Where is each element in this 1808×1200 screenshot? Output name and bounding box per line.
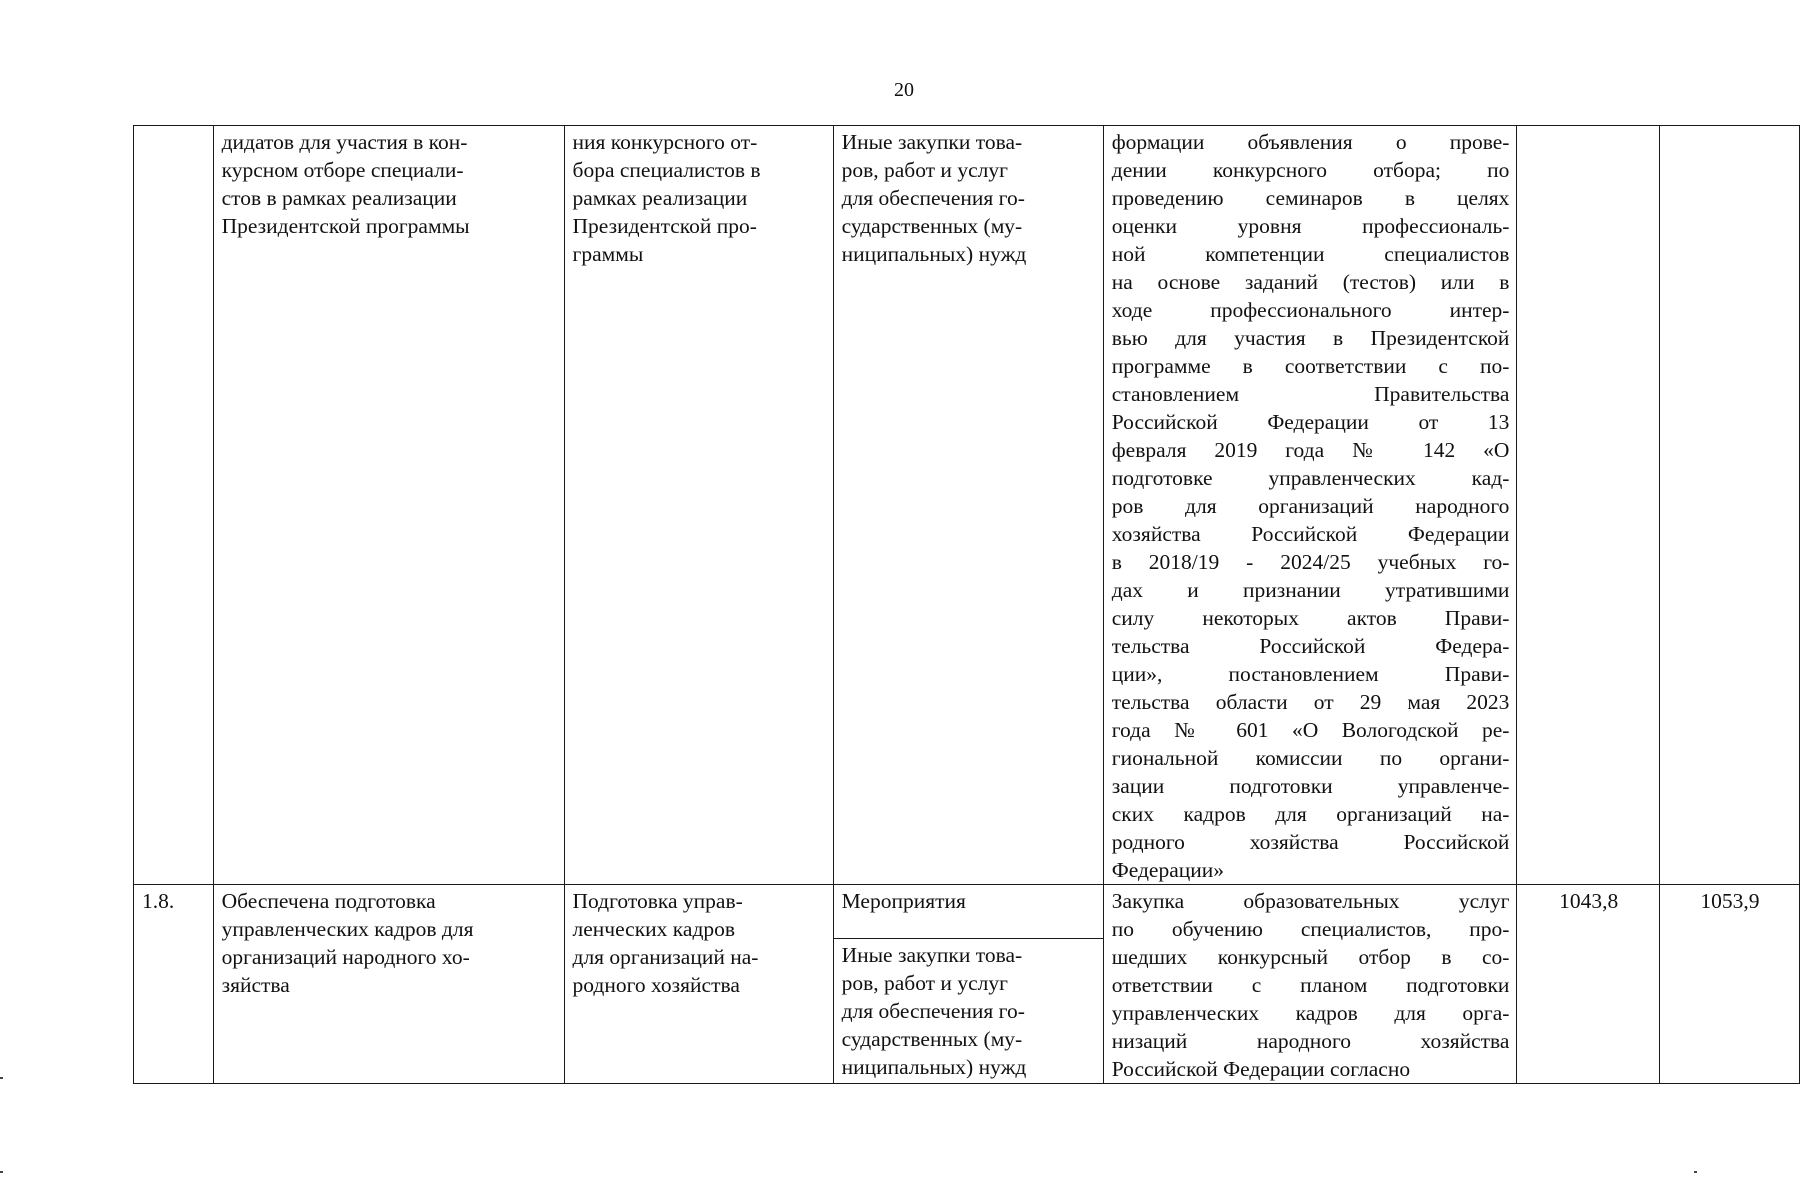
text-line: тельства Российской Федера-: [1111, 634, 1510, 658]
value-year-2: [1659, 126, 1799, 885]
text-line: Подготовка управ-: [572, 889, 743, 913]
text-line: дении конкурсного отбора; по: [1111, 158, 1510, 182]
text-line: Российской Федерации от 13: [1111, 410, 1510, 434]
text-line: ров, работ и услуг: [841, 971, 1008, 995]
scan-edge-mark: [0, 1077, 3, 1079]
text-line: шедших конкурсный отбор в со-: [1111, 945, 1510, 969]
text-line: Закупка образовательных услуг: [1111, 889, 1510, 913]
result-cell: [213, 885, 564, 1084]
text-line: ния конкурсного от-: [572, 130, 758, 154]
text-line: тельства области от 29 мая 2023: [1111, 690, 1510, 714]
text-line: зяйства: [221, 973, 290, 997]
expense-type-cell: [833, 126, 1103, 885]
text-line: для организаций на-: [572, 945, 759, 969]
text-line: организаций народного хо-: [221, 945, 470, 969]
text-line: ниципальных) нужд: [841, 1055, 1027, 1079]
text-line: года № 601 «О Вологодской ре-: [1111, 718, 1510, 742]
text-line: ров для организаций народного: [1111, 494, 1510, 518]
text-line: управленческих кадров для орга-: [1111, 1001, 1510, 1025]
text-line: Федерации»: [1111, 858, 1225, 882]
text-line: вью для участия в Президентской: [1111, 326, 1510, 350]
text-line: рамках реализации: [572, 186, 748, 210]
text-line: ответствии с планом подготовки: [1111, 973, 1510, 997]
scan-edge-mark: [0, 1171, 3, 1173]
text-line: дах и признании утратившими: [1111, 578, 1510, 602]
expense-type-cell: [833, 885, 1103, 1084]
text-line: оценки уровня профессиональ-: [1111, 214, 1510, 238]
value-year-1: [1517, 126, 1659, 885]
expense-category: [834, 885, 1103, 939]
text-line: на основе заданий (тестов) или в: [1111, 270, 1510, 294]
text-line: Президентской программы: [221, 214, 470, 238]
row-number: [134, 126, 214, 885]
value-year-2: 1053,9: [1659, 885, 1799, 1084]
text-line: Иные закупки това-: [841, 943, 1023, 967]
value-year-1: 1043,8: [1517, 885, 1659, 1084]
text-line: граммы: [572, 242, 644, 266]
text-line: хозяйства Российской Федерации: [1111, 522, 1510, 546]
text-line: в 2018/19 - 2024/25 учебных го-: [1111, 550, 1510, 574]
expense-subcategory: [834, 939, 1103, 1081]
page-number: 20: [894, 79, 914, 101]
description-cell: [1103, 126, 1517, 885]
text-line: дидатов для участия в кон-: [221, 130, 468, 154]
text-line: ниципальных) нужд: [841, 242, 1027, 266]
measure-cell: [564, 885, 833, 1084]
text-line: февраля 2019 года № 142 «О: [1111, 438, 1510, 462]
text-line: курсном отборе специали-: [221, 158, 464, 182]
text-line: Мероприятия: [841, 889, 966, 913]
table-row: [134, 885, 1800, 1084]
text-line: гиональной комиссии по органи-: [1111, 746, 1510, 770]
description-cell: [1103, 885, 1517, 1084]
text-line: ходе профессионального интер-: [1111, 298, 1510, 322]
row-number: 1.8.: [134, 885, 214, 1084]
text-line: подготовке управленческих кад-: [1111, 466, 1510, 490]
text-line: по обучению специалистов, про-: [1111, 917, 1510, 941]
text-line: зации подготовки управленче-: [1111, 774, 1510, 798]
text-line: Иные закупки това-: [841, 130, 1023, 154]
text-line: Президентской про-: [572, 214, 757, 238]
measure-cell: [564, 126, 833, 885]
text-line: родного хозяйства Российской: [1111, 830, 1510, 854]
text-line: ленческих кадров: [572, 917, 736, 941]
text-line: ских кадров для организаций на-: [1111, 802, 1510, 826]
text-line: ции», постановлением Прави-: [1111, 662, 1510, 686]
text-line: ров, работ и услуг: [841, 158, 1008, 182]
text-line: сударственных (му-: [841, 214, 1023, 238]
text-line: силу некоторых актов Прави-: [1111, 606, 1510, 630]
text-line: формации объявления о прове-: [1111, 130, 1510, 154]
text-line: для обеспечения го-: [841, 186, 1025, 210]
text-line: Российской Федерации согласно: [1111, 1057, 1411, 1081]
text-line: для обеспечения го-: [841, 999, 1025, 1023]
text-line: бора специалистов в: [572, 158, 761, 182]
text-line: Обеспечена подготовка: [221, 889, 436, 913]
text-line: стов в рамках реализации: [221, 186, 457, 210]
text-line: низаций народного хозяйства: [1111, 1029, 1510, 1053]
program-table: [133, 125, 1800, 1084]
scan-edge-mark: [1694, 1171, 1697, 1173]
text-line: проведению семинаров в целях: [1111, 186, 1510, 210]
text-line: управленческих кадров для: [221, 917, 474, 941]
text-line: родного хозяйства: [572, 973, 740, 997]
text-line: становлением Правительства: [1111, 382, 1510, 406]
text-line: ной компетенции специалистов: [1111, 242, 1510, 266]
result-cell: [213, 126, 564, 885]
text-line: сударственных (му-: [841, 1027, 1023, 1051]
text-line: программе в соответствии с по-: [1111, 354, 1510, 378]
table-row: [134, 126, 1800, 885]
